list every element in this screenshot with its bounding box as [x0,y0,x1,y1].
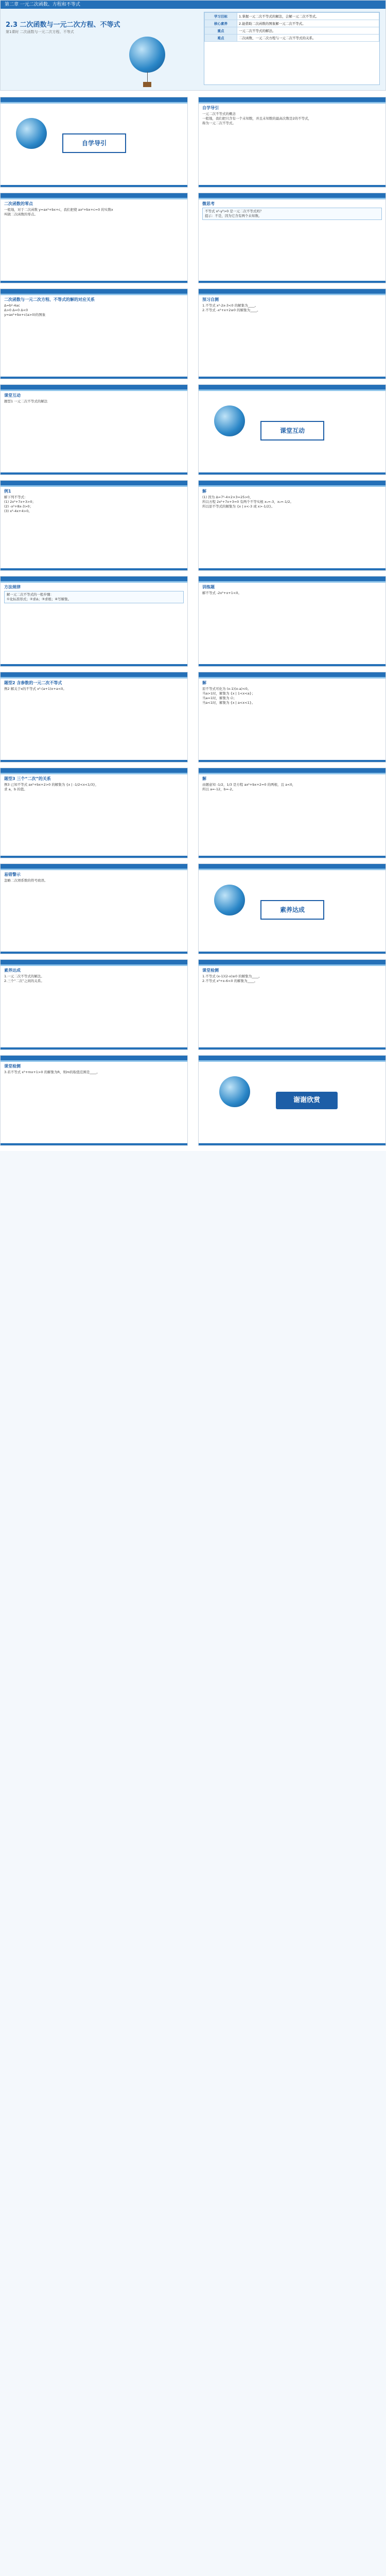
balloon-icon [219,1076,250,1107]
goals-table [204,12,379,42]
slide-2: 二次函数的零点 一般地，对于二次函数 y=ax²+bx+c，我们把使 ax²+bx+c=0 的实数x 叫做二次函数的零点。 [0,193,188,283]
slide-classroom [198,384,386,475]
table-row: 核心素养 2.能借助二次函数的图象解一元二次不等式。 [205,20,379,27]
table-row: 学习目标 1.掌握一元二次不等式的解法，会解一元二次不等式。 [205,13,379,20]
practice-badge: 素养达成 [260,900,324,920]
slide-13: 题型3 三个“二次”的关系 例3 已知不等式 ax²+bx+2>0 的解集为 {x | -1/2<x<1/3}， 求 a，b 的值。 [0,768,188,858]
slide-16: 素养达成 1.一元二次不等式的解法。 2.三个“二次”之间的关系。 [0,959,188,1050]
lesson-subtitle: 第1课时 二次函数与一元二次方程、不等式 [6,30,74,34]
slide-9: 方法规律 解一元二次不等式的一般步骤： ①化标准形式；②求Δ；③求根；④写解集。 [0,576,188,667]
thanks-badge: 谢谢欣赏 [276,1092,338,1109]
slide-6: 课堂互动 题型1 一元二次不等式的解法 [0,384,188,475]
slide-thanks [198,1055,386,1146]
slide-17: 课堂检测 1.不等式 (x-1)(2-x)≥0 的解集为____。 2.不等式 x²+x-6<0 的解集为____。 [198,959,386,1050]
balloon-icon [214,885,245,916]
balloon-icon [214,405,245,436]
lesson-title: 2.3 二次函数与一元二次方程、不等式 [6,21,120,29]
chapter-title: 第二章 一元二次函数、方程和不等式 [1,1,385,9]
cover-slide [0,0,386,91]
slide-4: 二次函数与一元二次方程、不等式的解的对应关系 Δ=b²-4ac Δ>0 Δ=0 Δ<0 y=ax²+bx+c(a>0)的图象 [0,289,188,379]
table-row: 重点 一元二次不等式的解法。 [205,27,379,35]
table-row: 难点 二次函数、一元二次方程与一元二次不等式的关系。 [205,35,379,42]
goals-panel [204,12,380,85]
slide-15: 易错警示 忽略二次项系数的符号致误。 [0,863,188,954]
balloon-icon [129,37,165,73]
slide-5: 预习自测 1.不等式 x²-2x-3<0 的解集为____。 2.不等式 -x²+x+2≥0 的解集为____。 [198,289,386,379]
classroom-badge: 课堂互动 [260,421,324,440]
slide-10: 训练题 解不等式 -2x²+x+1<0。 [198,576,386,667]
slide-14: 解 由题意知 -1/2，1/3 是方程 ax²+bx+2=0 的两根，且 a<0， 所以 a=-12，b=-2。 [198,768,386,858]
slide-8: 解 (1) 因为 Δ=7²-4×2×3=25>0， 所以方程 2x²+7x+3=0 有两个不等实根 x₁=-3，x₂=-1/2。 所以原不等式的解集为 {x | x<-3 或 x>-1/2}。 [198,480,386,571]
rope-icon [147,72,148,83]
slide-7: 例1 解下列不等式： (1) 2x²+7x+3>0； (2) -x²+8x-3>0； (3) x²-4x+4>0。 [0,480,188,571]
slide-18: 课堂检测 3.若不等式 x²+mx+1>0 的解集为R，则m的取值范围是____。 [0,1055,188,1146]
slide-self-study [0,97,188,188]
basket-icon [143,82,151,87]
slide-practice [198,863,386,954]
self-study-badge: 自学导引 [62,133,126,153]
remaining-slides-area [0,1151,386,2576]
slide-11: 题型2 含参数的一元二次不等式 例2 解关于x的不等式 x²-(a+1)x+a<0。 [0,672,188,762]
slide-3: 微思考 不等式 x²-y²>0 是一元二次不等式吗？ 提示：不是，因为它含有两个未知数。 [198,193,386,283]
balloon-icon [16,118,47,149]
slide-1: 自学导引 一元二次不等式的概念 一般地，我们把只含有一个未知数，并且未知数的最高次数是2的不等式， 称为一元二次不等式。 [198,97,386,188]
slide-12: 解 原不等式可化为 (x-1)(x-a)<0。 当a>1时，解集为 {x | 1<x<a}； 当a=1时，解集为 ∅； 当a<1时，解集为 {x | a<x<1}。 [198,672,386,762]
